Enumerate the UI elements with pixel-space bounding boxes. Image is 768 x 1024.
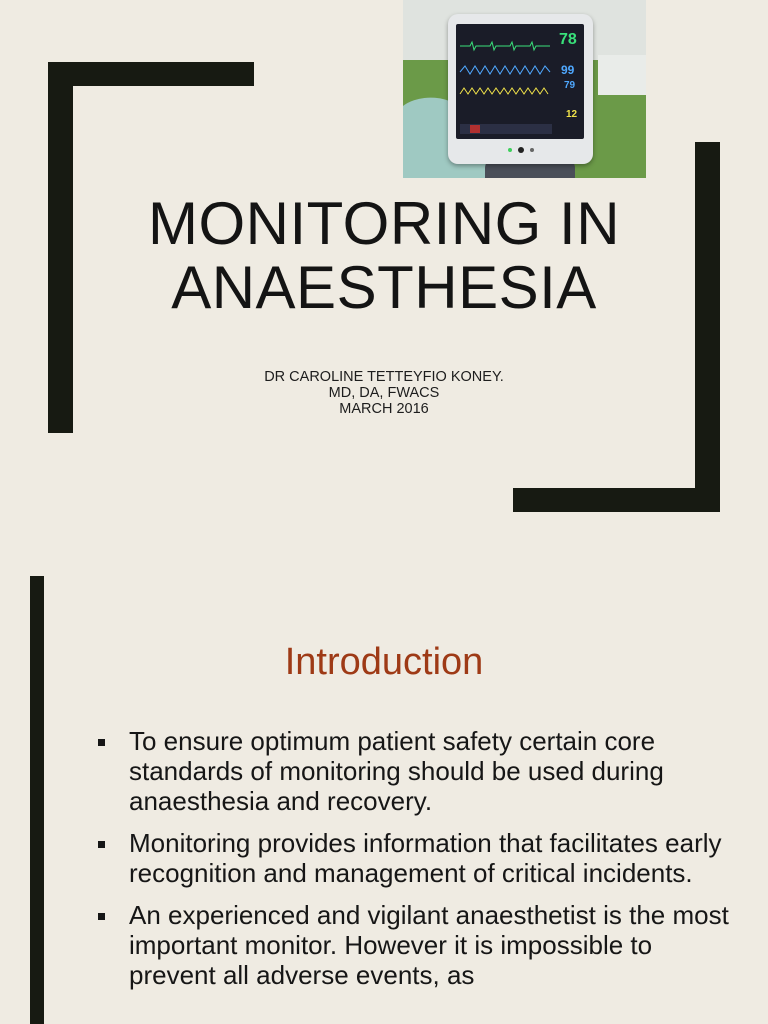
hr-readout: 78 [559,31,577,48]
pleth-waveform [460,66,550,74]
monitor-power-button [518,147,524,153]
slide-title [60,192,708,320]
bullet-list [96,726,746,1002]
menu-tab-red [470,125,480,133]
monitor-indicator-dot-2 [530,148,534,152]
presentation-date: MARCH 2016 [339,401,429,417]
slide-heading: Introduction [284,641,484,683]
monitor-bezel [448,14,593,164]
author-credentials: MD, DA, FWACS [328,385,440,401]
left-accent-bar [30,576,44,1024]
patient-monitor-photo [403,0,646,178]
bullet-text: An experienced and vigilant anaesthetist is the most important monitor. However it is impossible to prevent all adverse events, as [129,900,729,990]
bullet-square-icon [98,841,105,848]
list-item [96,900,746,990]
list-item [96,828,746,888]
monitor-indicator-dot [508,148,512,152]
author-block [60,369,708,417]
frame-bottom-right-horizontal [513,488,720,512]
bullet-text: To ensure optimum patient safety certain core standards of monitoring should be used during anaesthesia and recovery. [129,726,664,816]
frame-top-left-horizontal [48,62,254,86]
bullet-text: Monitoring provides information that facilitates early recognition and management of critical incidents. [129,828,722,888]
introduction-slide [0,540,768,1024]
list-item [96,726,746,816]
title-line-2: ANAESTHESIA [171,254,597,321]
resp-waveform [460,88,548,94]
author-name: DR CAROLINE TETTEYFIO KONEY. [264,369,504,385]
bullet-square-icon [98,913,105,920]
ecg-waveform [460,42,550,50]
monitor-screen [456,24,584,139]
bullet-square-icon [98,739,105,746]
third-readout: 79 [564,80,576,91]
photo-window [598,55,646,95]
fourth-readout: 12 [566,109,578,120]
spo2-readout: 99 [561,63,575,77]
title-line-1: MONITORING IN [147,190,621,257]
